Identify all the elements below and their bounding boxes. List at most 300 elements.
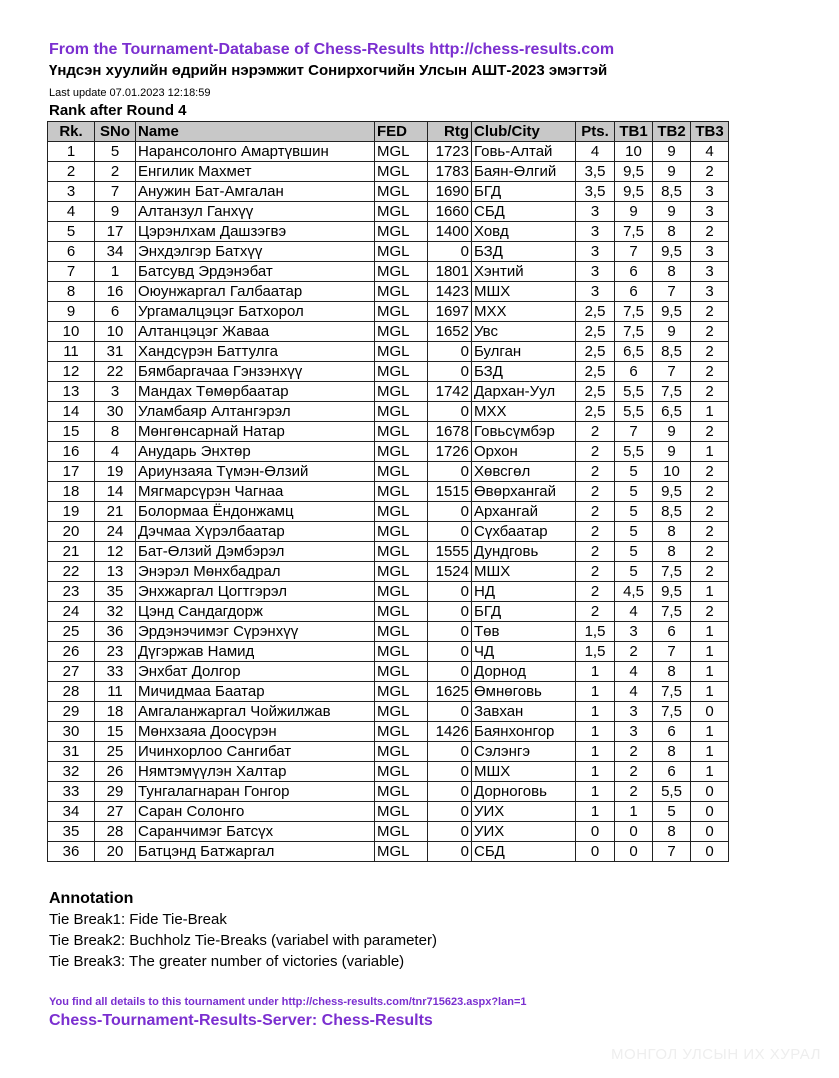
cell-fed: MGL <box>375 822 428 842</box>
cell-name: Энхбат Долгор <box>136 662 375 682</box>
cell-fed: MGL <box>375 762 428 782</box>
cell-rank: 23 <box>48 582 95 602</box>
cell-pts: 2 <box>576 442 615 462</box>
cell-club: Ховд <box>472 222 576 242</box>
cell-pts: 3 <box>576 262 615 282</box>
cell-tb3: 0 <box>691 782 729 802</box>
cell-name: Оюунжаргал Галбаатар <box>136 282 375 302</box>
cell-tb3: 1 <box>691 742 729 762</box>
cell-tb2: 6,5 <box>653 402 691 422</box>
table-row <box>48 562 729 582</box>
cell-pts: 2,5 <box>576 382 615 402</box>
cell-tb1: 9,5 <box>615 182 653 202</box>
cell-sno: 5 <box>95 142 136 162</box>
cell-rtg: 1400 <box>428 222 472 242</box>
cell-pts: 2,5 <box>576 362 615 382</box>
cell-tb3: 0 <box>691 842 729 862</box>
cell-club: Увс <box>472 322 576 342</box>
cell-tb2: 8,5 <box>653 502 691 522</box>
table-row <box>48 522 729 542</box>
cell-club: Төв <box>472 622 576 642</box>
cell-tb3: 1 <box>691 642 729 662</box>
cell-rtg: 0 <box>428 362 472 382</box>
cell-tb1: 3 <box>615 622 653 642</box>
cell-pts: 0 <box>576 842 615 862</box>
cell-pts: 2,5 <box>576 302 615 322</box>
cell-tb3: 2 <box>691 322 729 342</box>
cell-rtg: 0 <box>428 602 472 622</box>
cell-pts: 1,5 <box>576 642 615 662</box>
cell-rtg: 1690 <box>428 182 472 202</box>
cell-fed: MGL <box>375 282 428 302</box>
cell-fed: MGL <box>375 542 428 562</box>
cell-fed: MGL <box>375 142 428 162</box>
cell-sno: 21 <box>95 502 136 522</box>
cell-club: Хэнтий <box>472 262 576 282</box>
table-row <box>48 822 729 842</box>
cell-name: Дүгэржав Намид <box>136 642 375 662</box>
cell-tb2: 7,5 <box>653 382 691 402</box>
cell-tb2: 8 <box>653 662 691 682</box>
cell-name: Анужин Бат-Амгалан <box>136 182 375 202</box>
cell-rank: 20 <box>48 522 95 542</box>
cell-club: МХХ <box>472 302 576 322</box>
cell-sno: 28 <box>95 822 136 842</box>
cell-club: Говь-Алтай <box>472 142 576 162</box>
cell-name: Ургамалцэцэг Батхорол <box>136 302 375 322</box>
cell-rtg: 1697 <box>428 302 472 322</box>
cell-tb3: 2 <box>691 602 729 622</box>
cell-fed: MGL <box>375 662 428 682</box>
cell-name: Бат-Өлзий Дэмбэрэл <box>136 542 375 562</box>
cell-tb1: 2 <box>615 782 653 802</box>
cell-rank: 33 <box>48 782 95 802</box>
cell-fed: MGL <box>375 422 428 442</box>
cell-sno: 34 <box>95 242 136 262</box>
cell-tb2: 7 <box>653 362 691 382</box>
table-row <box>48 282 729 302</box>
cell-pts: 2,5 <box>576 342 615 362</box>
cell-fed: MGL <box>375 462 428 482</box>
cell-name: Энхдэлгэр Батхүү <box>136 242 375 262</box>
cell-name: Хандсүрэн Баттулга <box>136 342 375 362</box>
cell-fed: MGL <box>375 742 428 762</box>
table-row <box>48 502 729 522</box>
cell-club: УИХ <box>472 822 576 842</box>
cell-name: Энхжаргал Цогтгэрэл <box>136 582 375 602</box>
cell-club: СБД <box>472 842 576 862</box>
cell-sno: 27 <box>95 802 136 822</box>
annotation-line-tb2: Tie Break2: Buchholz Tie-Breaks (variabel with parameter) <box>49 932 437 949</box>
cell-tb1: 4,5 <box>615 582 653 602</box>
col-pts: Pts. <box>576 122 615 142</box>
cell-club: Сэлэнгэ <box>472 742 576 762</box>
cell-rtg: 0 <box>428 822 472 842</box>
cell-pts: 1 <box>576 802 615 822</box>
cell-name: Мягмарсүрэн Чагнаа <box>136 482 375 502</box>
col-tb1: TB1 <box>615 122 653 142</box>
cell-club: ЧД <box>472 642 576 662</box>
cell-club: МШХ <box>472 282 576 302</box>
cell-name: Мичидмаа Баатар <box>136 682 375 702</box>
cell-pts: 1 <box>576 702 615 722</box>
cell-tb2: 10 <box>653 462 691 482</box>
cell-sno: 35 <box>95 582 136 602</box>
cell-tb1: 5 <box>615 462 653 482</box>
cell-tb3: 1 <box>691 582 729 602</box>
table-row <box>48 622 729 642</box>
cell-tb3: 2 <box>691 522 729 542</box>
cell-tb1: 7 <box>615 422 653 442</box>
cell-fed: MGL <box>375 222 428 242</box>
cell-sno: 4 <box>95 442 136 462</box>
annotation-line-tb1: Tie Break1: Fide Tie-Break <box>49 911 227 928</box>
cell-rtg: 0 <box>428 462 472 482</box>
cell-club: Дундговь <box>472 542 576 562</box>
cell-name: Ариунзаяа Түмэн-Өлзий <box>136 462 375 482</box>
cell-tb1: 5,5 <box>615 382 653 402</box>
cell-tb1: 4 <box>615 662 653 682</box>
cell-name: Алтанзул Ганхүү <box>136 202 375 222</box>
cell-name: Мөнгөнсарнай Натар <box>136 422 375 442</box>
cell-tb3: 2 <box>691 422 729 442</box>
cell-rtg: 1423 <box>428 282 472 302</box>
table-row <box>48 142 729 162</box>
cell-tb2: 9 <box>653 322 691 342</box>
cell-rank: 22 <box>48 562 95 582</box>
cell-tb3: 2 <box>691 382 729 402</box>
col-rank: Rk. <box>48 122 95 142</box>
cell-rtg: 1801 <box>428 262 472 282</box>
cell-fed: MGL <box>375 642 428 662</box>
cell-rtg: 1515 <box>428 482 472 502</box>
cell-rtg: 1660 <box>428 202 472 222</box>
source-link[interactable]: From the Tournament-Database of Chess-Results http://chess-results.com <box>49 41 615 58</box>
cell-tb3: 2 <box>691 502 729 522</box>
cell-sno: 16 <box>95 282 136 302</box>
cell-tb3: 0 <box>691 802 729 822</box>
cell-fed: MGL <box>375 622 428 642</box>
server-link[interactable]: Chess-Tournament-Results-Server: Chess-Results <box>49 1012 433 1029</box>
cell-rank: 26 <box>48 642 95 662</box>
cell-tb1: 7,5 <box>615 302 653 322</box>
cell-sno: 33 <box>95 662 136 682</box>
cell-fed: MGL <box>375 342 428 362</box>
cell-rtg: 0 <box>428 662 472 682</box>
rank-title: Rank after Round 4 <box>49 102 187 119</box>
cell-tb3: 2 <box>691 482 729 502</box>
cell-rtg: 1555 <box>428 542 472 562</box>
cell-rank: 4 <box>48 202 95 222</box>
cell-fed: MGL <box>375 202 428 222</box>
cell-club: Өмнөговь <box>472 682 576 702</box>
col-tb3: TB3 <box>691 122 729 142</box>
cell-fed: MGL <box>375 382 428 402</box>
cell-rtg: 0 <box>428 342 472 362</box>
annotation-title: Annotation <box>49 890 134 907</box>
cell-rank: 25 <box>48 622 95 642</box>
details-link[interactable]: You find all details to this tournament under http://chess-results.com/tnr715623.aspx?lan=1 <box>49 996 527 1008</box>
cell-rank: 31 <box>48 742 95 762</box>
cell-tb2: 5,5 <box>653 782 691 802</box>
cell-tb2: 9 <box>653 442 691 462</box>
annotation-line-tb3: Tie Break3: The greater number of victories (variable) <box>49 953 405 970</box>
last-update: Last update 07.01.2023 12:18:59 <box>49 87 211 99</box>
table-row <box>48 202 729 222</box>
cell-rank: 2 <box>48 162 95 182</box>
cell-fed: MGL <box>375 582 428 602</box>
cell-tb1: 2 <box>615 742 653 762</box>
table-row <box>48 582 729 602</box>
cell-rank: 1 <box>48 142 95 162</box>
cell-rtg: 1726 <box>428 442 472 462</box>
cell-pts: 2,5 <box>576 402 615 422</box>
cell-name: Нямтэмүүлэн Халтар <box>136 762 375 782</box>
cell-tb3: 3 <box>691 262 729 282</box>
cell-sno: 15 <box>95 722 136 742</box>
cell-fed: MGL <box>375 322 428 342</box>
cell-tb3: 2 <box>691 342 729 362</box>
cell-club: СБД <box>472 202 576 222</box>
cell-club: Дархан-Уул <box>472 382 576 402</box>
cell-tb1: 9,5 <box>615 162 653 182</box>
cell-pts: 1,5 <box>576 622 615 642</box>
cell-rank: 30 <box>48 722 95 742</box>
cell-tb3: 1 <box>691 442 729 462</box>
cell-name: Мандах Төмөрбаатар <box>136 382 375 402</box>
table-row <box>48 362 729 382</box>
cell-club: Баян-Өлгий <box>472 162 576 182</box>
cell-rtg: 1678 <box>428 422 472 442</box>
cell-tb3: 4 <box>691 142 729 162</box>
table-row <box>48 422 729 442</box>
standings-table <box>47 121 729 862</box>
cell-pts: 3 <box>576 282 615 302</box>
cell-pts: 0 <box>576 822 615 842</box>
cell-fed: MGL <box>375 702 428 722</box>
cell-fed: MGL <box>375 782 428 802</box>
table-row <box>48 662 729 682</box>
cell-tb2: 7 <box>653 842 691 862</box>
cell-pts: 3 <box>576 222 615 242</box>
cell-fed: MGL <box>375 262 428 282</box>
cell-rtg: 0 <box>428 762 472 782</box>
cell-name: Тунгалагнаран Гонгор <box>136 782 375 802</box>
cell-tb3: 3 <box>691 182 729 202</box>
cell-fed: MGL <box>375 402 428 422</box>
cell-pts: 2 <box>576 602 615 622</box>
cell-tb1: 6 <box>615 262 653 282</box>
cell-club: БЗД <box>472 242 576 262</box>
cell-tb3: 3 <box>691 282 729 302</box>
cell-sno: 1 <box>95 262 136 282</box>
cell-club: НД <box>472 582 576 602</box>
cell-pts: 3 <box>576 202 615 222</box>
cell-name: Болормаа Ёндонжамц <box>136 502 375 522</box>
cell-tb1: 2 <box>615 642 653 662</box>
cell-fed: MGL <box>375 682 428 702</box>
table-row <box>48 722 729 742</box>
cell-sno: 22 <box>95 362 136 382</box>
cell-tb2: 9 <box>653 422 691 442</box>
cell-name: Батсувд Эрдэнэбат <box>136 262 375 282</box>
cell-sno: 11 <box>95 682 136 702</box>
cell-tb1: 7,5 <box>615 322 653 342</box>
table-row <box>48 342 729 362</box>
cell-rank: 17 <box>48 462 95 482</box>
cell-tb2: 6 <box>653 622 691 642</box>
cell-tb1: 10 <box>615 142 653 162</box>
cell-fed: MGL <box>375 242 428 262</box>
cell-rtg: 1625 <box>428 682 472 702</box>
cell-club: Өвөрхангай <box>472 482 576 502</box>
cell-rank: 27 <box>48 662 95 682</box>
cell-fed: MGL <box>375 562 428 582</box>
cell-rtg: 1783 <box>428 162 472 182</box>
cell-sno: 36 <box>95 622 136 642</box>
cell-tb3: 1 <box>691 662 729 682</box>
cell-sno: 31 <box>95 342 136 362</box>
cell-rtg: 0 <box>428 502 472 522</box>
cell-fed: MGL <box>375 802 428 822</box>
cell-rtg: 0 <box>428 642 472 662</box>
cell-sno: 13 <box>95 562 136 582</box>
cell-tb2: 8 <box>653 742 691 762</box>
cell-club: МШХ <box>472 762 576 782</box>
cell-rank: 13 <box>48 382 95 402</box>
cell-fed: MGL <box>375 302 428 322</box>
cell-tb2: 9 <box>653 162 691 182</box>
cell-name: Саран Солонго <box>136 802 375 822</box>
cell-club: МХХ <box>472 402 576 422</box>
cell-rank: 24 <box>48 602 95 622</box>
cell-club: Говьсүмбэр <box>472 422 576 442</box>
cell-rtg: 0 <box>428 702 472 722</box>
cell-rank: 32 <box>48 762 95 782</box>
cell-sno: 26 <box>95 762 136 782</box>
cell-tb1: 7,5 <box>615 222 653 242</box>
cell-tb2: 8,5 <box>653 342 691 362</box>
cell-pts: 2 <box>576 562 615 582</box>
cell-rank: 11 <box>48 342 95 362</box>
cell-rank: 10 <box>48 322 95 342</box>
tournament-title: Үндсэн хуулийн өдрийн нэрэмжит Сонирхогчийн Улсын АШТ-2023 эмэгтэй <box>49 62 608 79</box>
cell-rtg: 0 <box>428 522 472 542</box>
cell-tb3: 2 <box>691 302 729 322</box>
cell-rank: 28 <box>48 682 95 702</box>
cell-tb1: 4 <box>615 682 653 702</box>
cell-tb1: 9 <box>615 202 653 222</box>
cell-tb2: 8 <box>653 222 691 242</box>
cell-tb2: 9 <box>653 142 691 162</box>
cell-club: Дорноговь <box>472 782 576 802</box>
cell-fed: MGL <box>375 722 428 742</box>
cell-tb1: 5,5 <box>615 402 653 422</box>
cell-name: Энэрэл Мөнхбадрал <box>136 562 375 582</box>
cell-tb2: 8 <box>653 522 691 542</box>
table-row <box>48 642 729 662</box>
cell-club: УИХ <box>472 802 576 822</box>
table-row <box>48 782 729 802</box>
table-row <box>48 182 729 202</box>
cell-tb1: 5 <box>615 482 653 502</box>
cell-tb2: 9 <box>653 202 691 222</box>
cell-club: Орхон <box>472 442 576 462</box>
cell-tb1: 1 <box>615 802 653 822</box>
cell-club: БГД <box>472 602 576 622</box>
cell-rtg: 0 <box>428 242 472 262</box>
table-row <box>48 382 729 402</box>
cell-club: Булган <box>472 342 576 362</box>
cell-tb1: 5,5 <box>615 442 653 462</box>
cell-sno: 29 <box>95 782 136 802</box>
cell-sno: 9 <box>95 202 136 222</box>
table-row <box>48 742 729 762</box>
table-header-row <box>48 122 729 142</box>
cell-name: Цэнд Сандагдорж <box>136 602 375 622</box>
cell-tb3: 0 <box>691 702 729 722</box>
cell-rtg: 0 <box>428 402 472 422</box>
cell-tb3: 1 <box>691 402 729 422</box>
cell-name: Саранчимэг Батсүх <box>136 822 375 842</box>
cell-fed: MGL <box>375 482 428 502</box>
cell-rank: 18 <box>48 482 95 502</box>
table-row <box>48 262 729 282</box>
table-row <box>48 442 729 462</box>
cell-tb1: 0 <box>615 822 653 842</box>
cell-pts: 1 <box>576 662 615 682</box>
cell-tb3: 2 <box>691 162 729 182</box>
cell-club: Баянхонгор <box>472 722 576 742</box>
cell-rtg: 0 <box>428 742 472 762</box>
cell-rtg: 0 <box>428 782 472 802</box>
cell-tb1: 5 <box>615 522 653 542</box>
cell-pts: 3,5 <box>576 182 615 202</box>
cell-tb2: 7,5 <box>653 682 691 702</box>
cell-tb1: 7 <box>615 242 653 262</box>
table-row <box>48 162 729 182</box>
cell-tb2: 8,5 <box>653 182 691 202</box>
col-rtg: Rtg <box>428 122 472 142</box>
cell-name: Мөнхзаяа Доосүрэн <box>136 722 375 742</box>
cell-tb1: 3 <box>615 722 653 742</box>
cell-tb2: 8 <box>653 822 691 842</box>
cell-sno: 20 <box>95 842 136 862</box>
cell-club: Дорнод <box>472 662 576 682</box>
cell-tb3: 3 <box>691 242 729 262</box>
cell-name: Батцэнд Батжаргал <box>136 842 375 862</box>
col-fed: FED <box>375 122 428 142</box>
cell-sno: 32 <box>95 602 136 622</box>
cell-tb1: 6 <box>615 362 653 382</box>
cell-sno: 18 <box>95 702 136 722</box>
cell-tb1: 5 <box>615 542 653 562</box>
cell-rtg: 1524 <box>428 562 472 582</box>
cell-pts: 2 <box>576 462 615 482</box>
standings-body <box>48 142 729 862</box>
cell-club: БЗД <box>472 362 576 382</box>
cell-tb3: 1 <box>691 622 729 642</box>
cell-pts: 2 <box>576 482 615 502</box>
cell-sno: 23 <box>95 642 136 662</box>
cell-tb1: 4 <box>615 602 653 622</box>
cell-tb2: 7,5 <box>653 562 691 582</box>
cell-fed: MGL <box>375 522 428 542</box>
cell-tb1: 6 <box>615 282 653 302</box>
cell-tb2: 9,5 <box>653 242 691 262</box>
cell-club: Архангай <box>472 502 576 522</box>
cell-tb2: 8 <box>653 542 691 562</box>
